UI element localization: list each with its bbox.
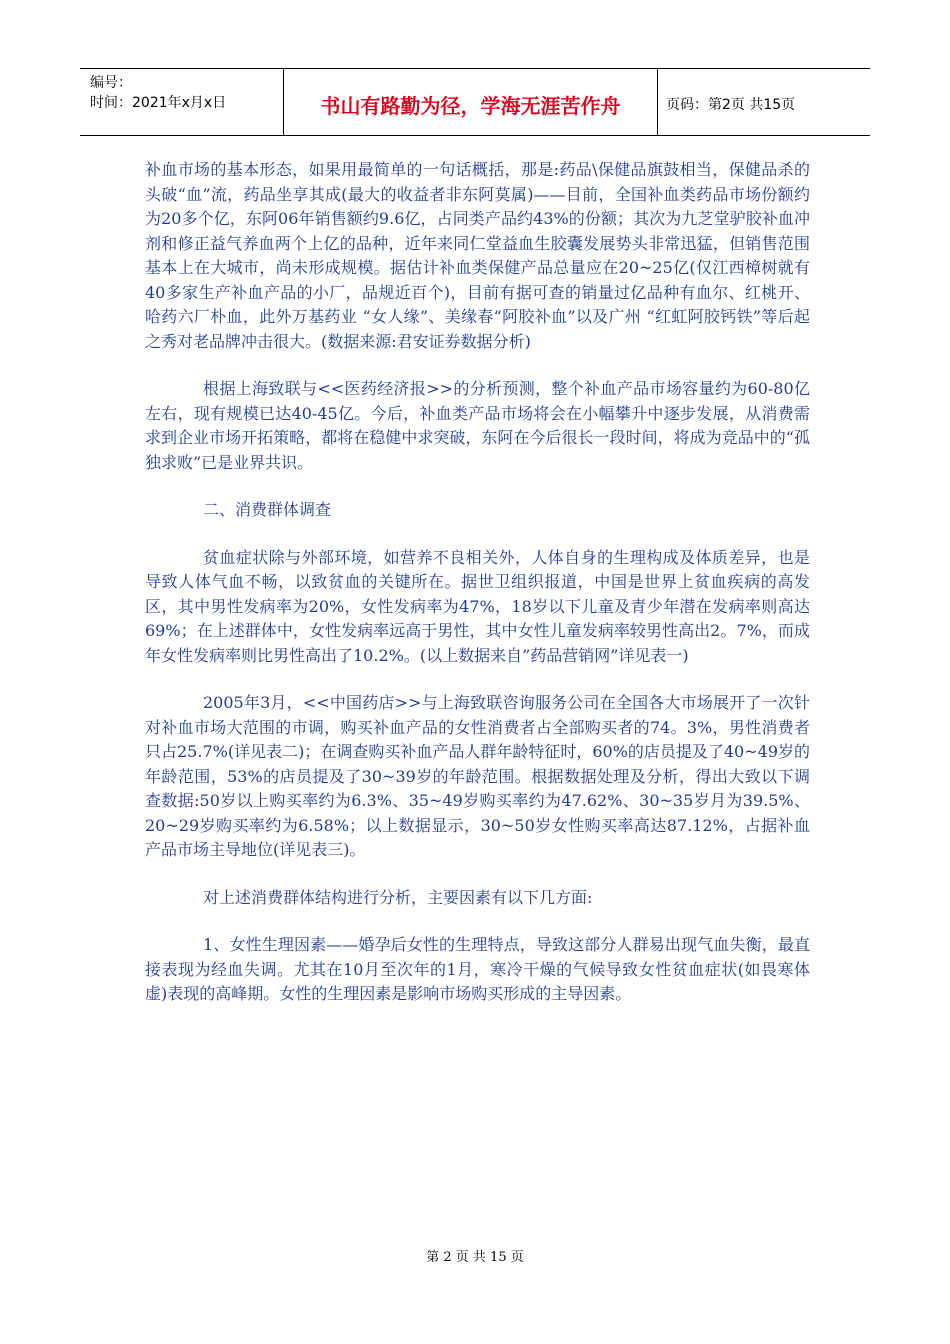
section-heading: 二、消费群体调查 bbox=[203, 500, 332, 519]
document-number-label: 编号： bbox=[90, 75, 132, 91]
document-date-label: 时间：2021年x月x日 bbox=[90, 95, 227, 111]
body-paragraph: 2005年3月，<<中国药店>>与上海致联咨询服务公司在全国各大市场展开了一次针对补血市场大范围的市调，购买补血产品的女性消费者占全部购买者的74。3%，男性消费者只占25.7%(详见表二)；在调查购买补血产品人群年龄特征时，60%的店员提及了40~49岁的年龄范围，53%的店员提及了30~39岁的年龄范围。根据数据处理及分析，得出大致以下调查数据:50岁以上购买率约为6.3%、35~49岁购买率约为47.62%、30~35岁月为39.5%、20~29岁购买率约为6.58%；以上数据显示，30~50岁女性购买率高达87.12%，占据补血产品市场主导地位(详见表三)。 bbox=[145, 693, 811, 859]
document-body bbox=[145, 158, 810, 1030]
header-page-info: 页码：第2页 共15页 bbox=[666, 97, 796, 113]
page-header bbox=[80, 68, 870, 136]
header-motto: 书山有路勤为径，学海无涯苦作舟 bbox=[284, 69, 658, 135]
page-footer: 第 2 页 共 15 页 bbox=[426, 1250, 524, 1265]
body-paragraph: 对上述消费群体结构进行分析，主要因素有以下几方面: bbox=[203, 887, 593, 907]
body-paragraph: 贫血症状除与外部环境，如营养不良相关外，人体自身的生理构成及体质差异，也是导致人体气血不畅，以致贫血的关键所在。据世卫组织报道，中国是世界上贫血疾病的高发区，其中男性发病率为20%，女性发病率为47%，18岁以下儿童及青少年潜在发病率则高达69%；在上述群体中，女性发病率远高于男性，其中女性儿童发病率较男性高出2。7%，而成年女性发病率则比男性高出了10.2%。(以上数据来自”药品营销网”详见表一) bbox=[145, 547, 810, 665]
body-paragraph: 1、女性生理因素——婚孕后女性的生理特点，导致这部分人群易出现气血失衡，最直接表现为经血失调。尤其在10月至次年的1月，寒冷干燥的气候导致女性贫血症状(如畏寒体虚)表现的高峰期。女性的生理因素是影响市场购买形成的主导因素。 bbox=[145, 935, 810, 1003]
body-paragraph: 补血市场的基本形态，如果用最简单的一句话概括，那是:药品\保健品旗鼓相当，保健品杀的头破“血”流，药品坐享其成(最大的收益者非东阿莫属)——目前，全国补血类药品市场份额约为20多个亿，东阿06年销售额约9.6亿，占同类产品约43%的份额；其次为九芝堂驴胶补血冲剂和修正益气养血两个上亿的品种，近年来同仁堂益血生胶囊发展势头非常迅猛，但销售范围基本上在大城市，尚未形成规模。据估计补血类保健产品总量应在20~25亿(仅江西樟树就有40多家生产补血产品的小厂，品规近百个)，目前有据可查的销量过亿品种有血尔、红桃开、哈药六厂朴血，此外万基药业 “女人缘”、美缘春“阿胶补血”以及广州 “红虹阿胶钙铁”等后起之秀对老品牌冲击很大。(数据来源:君安证券数据分析) bbox=[145, 160, 810, 351]
header-meta bbox=[80, 69, 284, 135]
body-paragraph: 根据上海致联与<<医药经济报>>的分析预测，整个补血产品市场容量约为60-80亿左右，现有规模已达40-45亿。今后，补血类产品市场将会在小幅攀升中逐步发展，从消费需求到企业市场开拓策略，都将在稳健中求突破，东阿在今后很长一段时间，将成为竞品中的“孤独求败”已是业界共识。 bbox=[145, 379, 810, 472]
